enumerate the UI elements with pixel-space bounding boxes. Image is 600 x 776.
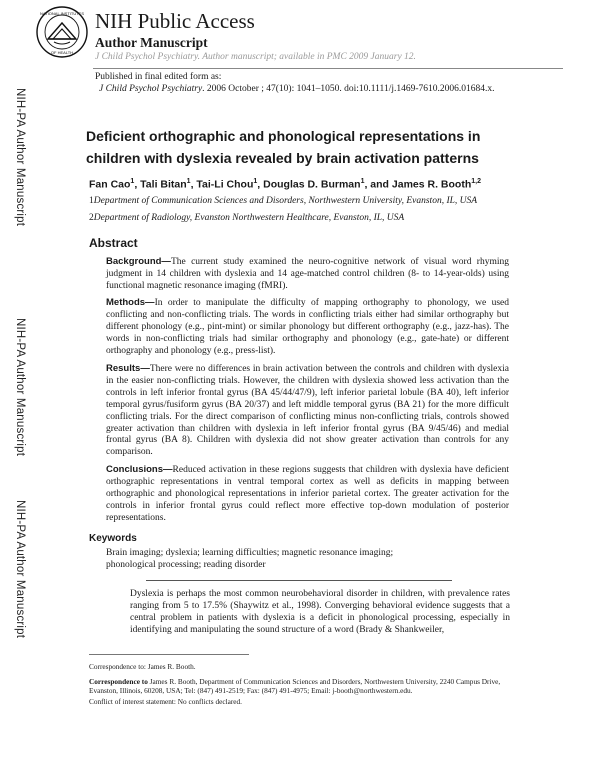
section-label: Methods—	[106, 297, 155, 308]
affiliation-number: 1	[89, 196, 94, 206]
affiliation-1	[89, 196, 477, 206]
author-affiliation-mark: 1	[186, 178, 191, 185]
section-text: In order to manipulate the difficulty of mapping orthography to phonology, we used conflicting and non-conflicting trials. The words in conflicting trials either had similar orthography but different phonology (e.g., pint-mint) or similar phonology but different orthography (e.g., jazz-has). The words in non-conflicting trials had similar orthography and phonology (e.g., gate-hate) or different orthography and phonology (e.g., press-list).	[106, 298, 509, 356]
published-label: Published in final edited form as:	[95, 72, 222, 82]
side-label-bottom: NIH-PA Author Manuscript	[14, 500, 26, 639]
section-label: Conclusions—	[106, 464, 173, 475]
footnote-conflict: Conflict of interest statement: No conflicts declared.	[89, 697, 242, 706]
author-separator: , and	[364, 178, 392, 191]
citation-line	[99, 84, 495, 94]
body-paragraph: Dyslexia is perhaps the most common neurobehavioral disorder in children, with prevalence rates ranging from 5 to 17.5% (Shaywitz et al., 1998). Converging behavioral evidence suggests that a central problem in patients with dyslexia is a deficit in phonological processing, especially in identifying and manipulating the sound structure of a word (Brady & Shankweiler,	[130, 589, 510, 635]
abstract-methods	[106, 297, 509, 358]
citation-journal: J Child Psychol Psychiatry	[99, 84, 203, 94]
affiliation-text: Department of Communication Sciences and Disorders, Northwestern University, Evanston, IL, USA	[93, 196, 478, 206]
author-name: James R. Booth	[391, 178, 472, 191]
side-label-middle: NIH-PA Author Manuscript	[14, 318, 26, 457]
author-name: Douglas D. Burman	[263, 178, 361, 191]
affiliation-number: 2	[89, 213, 94, 223]
section-text: The current study examined the neuro-cognitive network of visual word rhyming judgment in 14 children with dyslexia and 14 age-matched control children (8- to 14-year-olds) using functional magnetic resonance imaging (fMRI).	[106, 257, 509, 291]
nih-public-access-title: NIH Public Access	[95, 9, 255, 33]
author-affiliation-mark: 1	[253, 178, 258, 185]
section-label: Results—	[106, 363, 150, 374]
footnote-correspondence-short: Correspondence to: James R. Booth.	[89, 662, 196, 671]
svg-text:NATIONAL INSTITUTES: NATIONAL INSTITUTES	[39, 11, 85, 16]
author-manuscript-label: Author Manuscript	[95, 35, 208, 50]
author-separator: ,	[190, 178, 197, 191]
svg-text:OF HEALTH: OF HEALTH	[50, 50, 74, 55]
keywords-heading: Keywords	[89, 533, 137, 544]
author-list	[89, 178, 481, 191]
section-divider	[146, 580, 452, 581]
abstract-background	[106, 256, 509, 293]
affiliation-text: Department of Radiology, Evanston Northwestern Healthcare, Evanston, IL, USA	[93, 213, 405, 223]
footnote-label: Correspondence to	[89, 677, 148, 686]
header-divider	[93, 68, 563, 69]
keywords-text: Brain imaging; dyslexia; learning difficulties; magnetic resonance imaging; phonological processing; reading disorder	[106, 548, 394, 570]
author-separator: ,	[134, 178, 141, 191]
paper-title: Deficient orthographic and phonological representations in children with dyslexia revealed by brain activation patterns	[86, 128, 481, 166]
footnote-text: James R. Booth, Department of Communication Sciences and Disorders, Northwestern University, 2240 Campus Drive, Evanston, Illinois, 60208, USA; Tel: (847) 491-2519; Fax: (847) 491-4975; Email: j-booth@northwestern.edu.	[89, 677, 501, 695]
footnote-correspondence	[89, 677, 509, 695]
affiliation-2	[89, 213, 404, 223]
abstract-conclusions	[106, 464, 509, 525]
author-affiliation-mark: 1	[130, 178, 135, 185]
author-separator: ,	[257, 178, 264, 191]
side-label-top: NIH-PA Author Manuscript	[14, 88, 26, 227]
section-label: Background—	[106, 256, 171, 267]
section-text: Reduced activation in these regions suggests that children with dyslexia have deficient orthographic representations in ventral temporal cortex as well as deficits in mapping between orthographic and phonological representations in inferior parietal cortex. The greater activation for the controls in inferior frontal gyrus could reflect more effective top-down modulation of posterior representations.	[106, 465, 509, 523]
abstract-heading: Abstract	[89, 236, 138, 250]
abstract-results	[106, 363, 509, 459]
section-text: There were no differences in brain activation between the controls and children with dyslexia in the easier non-conflicting trials. However, the children with dyslexia showed less activation than the controls in left inferior frontal gyrus (BA 45/44/47/9), left inferior parietal lobule (BA 40), left inferior temporal gyrus/fusiform gyrus (BA 20/37) and left middle temporal gyrus (BA 21) for the more difficult conflicting trials. For the direct comparison of conflicting minus non-conflicting trials, controls showed greater activation than children with dyslexia in left inferior frontal gyrus (BA 9/45/46) and medial frontal gyrus (BA 8). Children with dyslexia did not show greater activation than controls for any comparison.	[106, 364, 509, 458]
author-name: Fan Cao	[89, 178, 131, 191]
footnote-divider	[89, 654, 249, 655]
author-affiliation-mark: 1,2	[471, 178, 481, 185]
author-affiliation-mark: 1	[360, 178, 365, 185]
journal-availability-line: J Child Psychol Psychiatry. Author manuscript; available in PMC 2009 January 12.	[95, 52, 416, 62]
nih-seal-logo	[36, 6, 88, 58]
citation-details: . 2006 October ; 47(10): 1041–1050. doi:10.1111/j.1469-7610.2006.01684.x.	[202, 84, 495, 94]
author-name: Tai-Li Chou	[196, 178, 254, 191]
author-name: Tali Bitan	[140, 178, 187, 191]
